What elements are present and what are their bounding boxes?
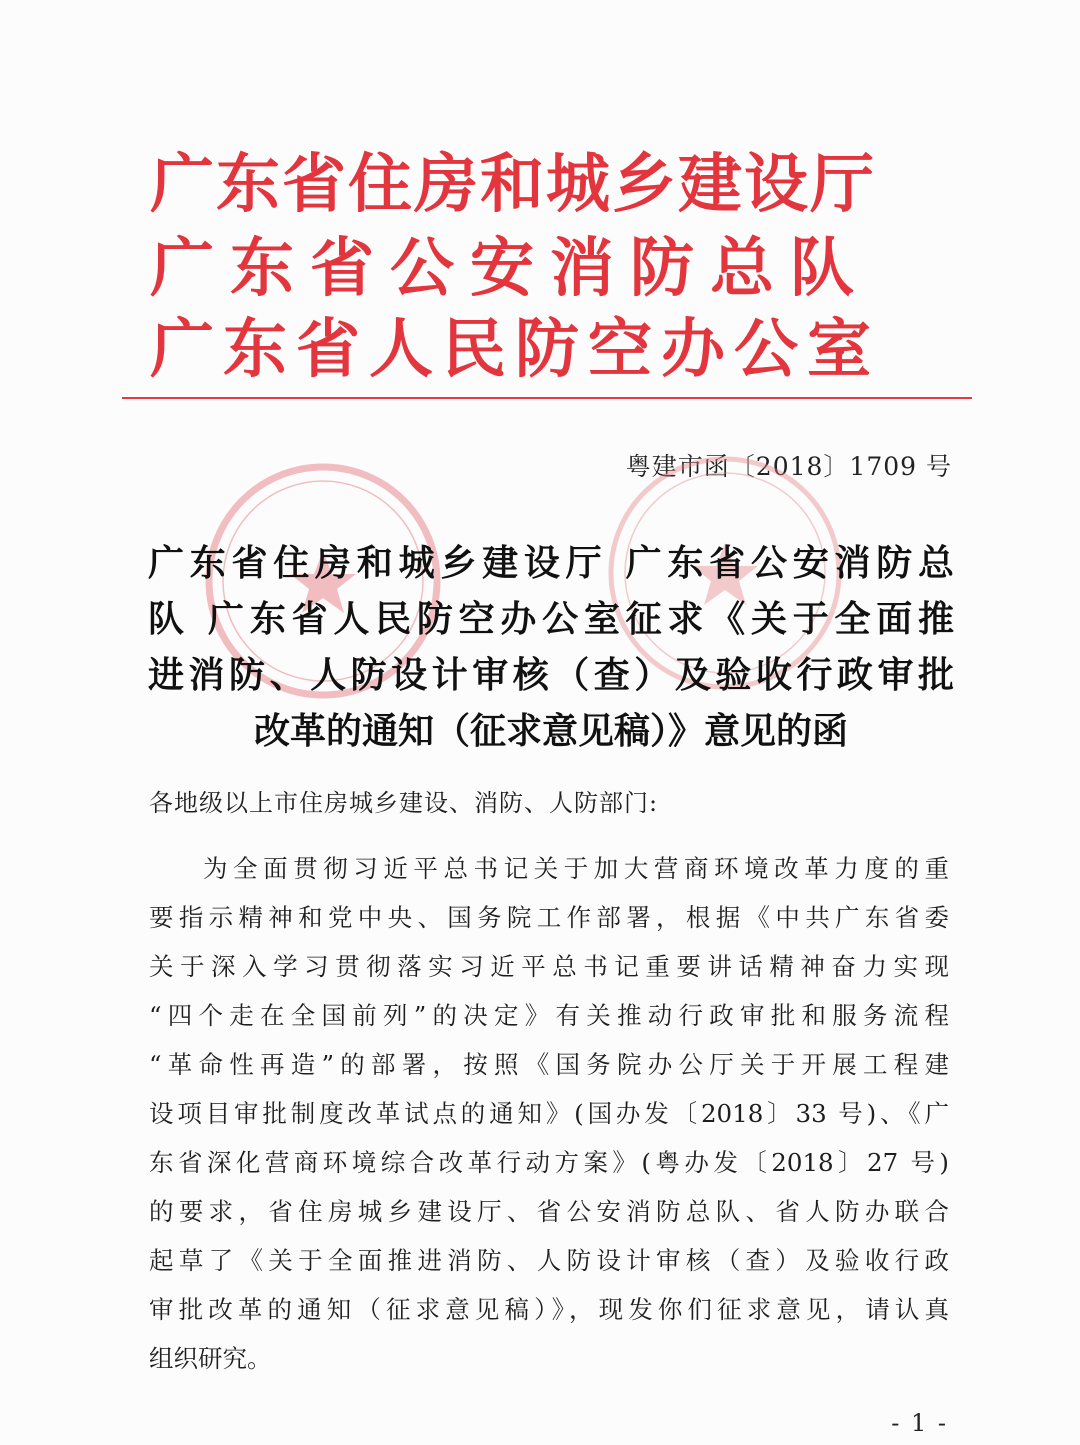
body-line: 设项目审批制度改革试点的通知》(国办发〔2018〕33 号)、《广: [149, 1099, 949, 1128]
issuing-org-fire-brigade: 广东省公安消防总队: [150, 232, 870, 306]
document-number: 粤建市函〔2018〕1709 号: [625, 452, 952, 481]
salutation: 各地级以上市住房城乡建设、消防、人防部门:: [149, 789, 659, 817]
body-line: 组织研究。: [149, 1344, 272, 1373]
page-number: - 1 -: [891, 1409, 948, 1437]
body-line: 关于深入学习贯彻落实习近平总书记重要讲话精神奋力实现: [149, 952, 949, 981]
issuing-org-civil-air-defense: 广东省人民防空办公室: [150, 313, 880, 387]
body-line: 为全面贯彻习近平总书记关于加大营商环境改革力度的重: [203, 854, 949, 883]
title-line: 改革的通知（征求意见稿）》意见的函: [253, 710, 848, 752]
title-line: 队 广东省人民防空办公室征求《关于全面推: [148, 598, 954, 640]
letterhead-divider: [122, 397, 972, 399]
body-line: “革命性再造”的部署，按照《国务院办公厅关于开展工程建: [149, 1050, 949, 1079]
document-title: [148, 535, 954, 759]
title-line: 广东省住房和城乡建设厅 广东省公安消防总: [148, 542, 954, 584]
issuing-org-housing-dept: 广东省住房和城乡建设厅: [150, 148, 876, 222]
body-line: 东省深化营商环境综合改革行动方案》(粤办发〔2018〕27 号): [149, 1148, 949, 1177]
body-paragraph: [149, 844, 949, 1383]
body-line: 要指示精神和党中央、国务院工作部署，根据《中共广东省委: [149, 903, 949, 932]
title-line: 进消防、人防设计审核（查）及验收行政审批: [148, 654, 954, 696]
body-line: 审批改革的通知（征求意见稿）》，现发你们征求意见，请认真: [149, 1295, 949, 1324]
body-line: “四个走在全国前列”的决定》有关推动行政审批和服务流程: [149, 1001, 949, 1030]
body-line: 的要求，省住房城乡建设厅、省公安消防总队、省人防办联合: [149, 1197, 949, 1226]
body-line: 起草了《关于全面推进消防、人防设计审核（查）及验收行政: [149, 1246, 949, 1275]
